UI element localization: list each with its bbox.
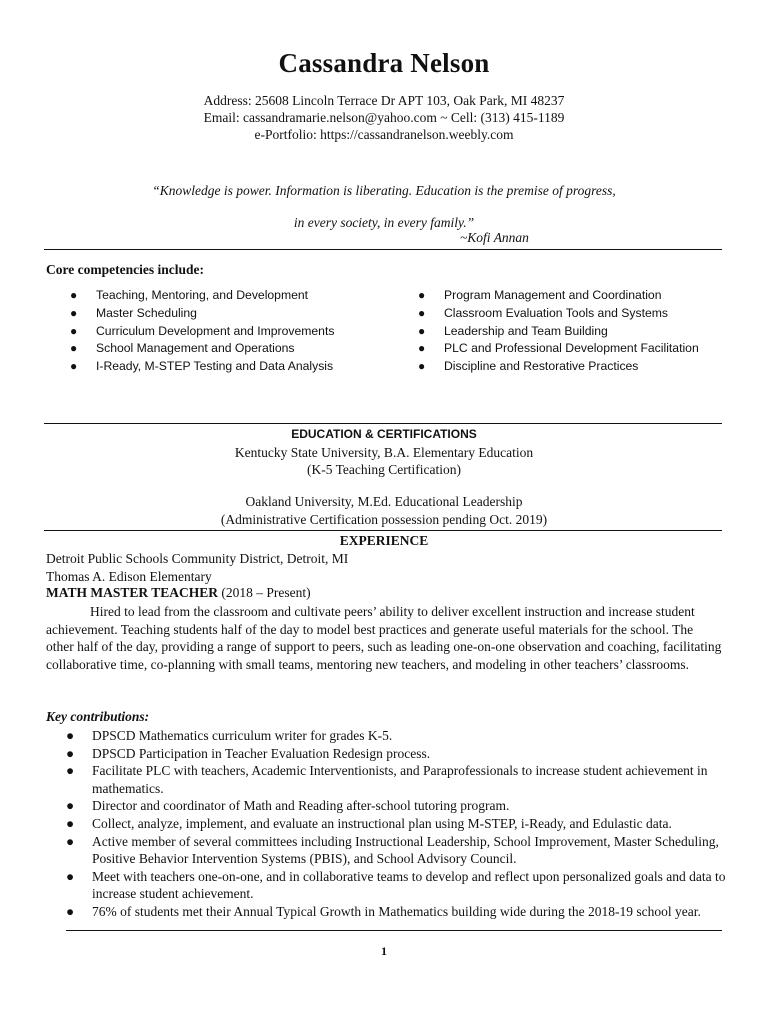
bullet-icon: ●: [66, 745, 75, 761]
list-item: ● Meet with teachers one-on-one, and in collaborative teams to develop and reflect upon personalized goals and data to increase student achievement.: [66, 868, 726, 902]
key-contributions-title: Key contributions:: [46, 709, 150, 724]
job-dates: (2018 – Present): [221, 585, 311, 600]
list-item: ● Master Scheduling: [70, 305, 334, 323]
quote-block: [0, 175, 768, 239]
contact-block: [0, 92, 768, 143]
candidate-name: Cassandra Nelson: [278, 48, 490, 78]
bullet-icon: ●: [70, 323, 78, 338]
list-item: ● Facilitate PLC with teachers, Academic Interventionists, and Paraprofessionals to increase student achievement in mathematics.: [66, 763, 708, 796]
bullet-icon: ●: [66, 798, 75, 814]
list-item: ● Curriculum Development and Improvements: [70, 323, 334, 341]
divider-education: [44, 423, 722, 424]
quote-line-2: in every society, in every family.”: [293, 215, 475, 230]
bullet-icon: ●: [66, 833, 75, 849]
list-item: ● Discipline and Restorative Practices: [418, 358, 699, 376]
quote-line-1: “Knowledge is power. Information is liberating. Education is the premise of progress,: [152, 183, 616, 198]
list-item: ● Director and coordinator of Math and Reading after-school tutoring program.: [66, 798, 510, 814]
core-competencies-title: Core competencies include:: [46, 262, 204, 277]
job-description: Hired to lead from the classroom and cultivate peers’ ability to deliver excellent instruction and increase student achievement. Teaching students half of the day to model best practices and generate useful materials for the school. The other half of the day, providing a range of support to peers, such as leading one-on-one observation and coaching, facilitating collaborative time, co-planning with small teams, mentoring new teachers, and modeling in other teachers’ classrooms.: [46, 604, 722, 672]
education-cert-1: (K-5 Teaching Certification): [307, 462, 461, 477]
education-title: EDUCATION & CERTIFICATIONS: [291, 427, 477, 441]
portfolio-line: e-Portfolio: https://cassandranelson.weebly.com: [254, 127, 514, 142]
bullet-icon: ●: [70, 341, 78, 356]
list-item: ● Active member of several committees including Instructional Leadership, School Improvement, Master Scheduling, Positive Behavior Intervention Systems (PBIS), and School Advisory Council.: [66, 833, 719, 867]
list-item: ● School Management and Operations: [70, 340, 334, 358]
job-title: MATH MASTER TEACHER: [46, 585, 219, 600]
bullet-icon: ●: [66, 868, 75, 884]
address-line: Address: 25608 Lincoln Terrace Dr APT 103, Oak Park, MI 48237: [203, 93, 565, 108]
competencies-right-list: [418, 287, 699, 376]
list-item: ● Collect, analyze, implement, and evaluate an instructional plan using M-STEP, i-Ready, and Edulastic data.: [66, 815, 672, 831]
bullet-icon: ●: [66, 815, 75, 831]
bullet-icon: ●: [418, 305, 426, 320]
divider-header: [44, 249, 722, 250]
bullet-icon: ●: [70, 288, 78, 302]
competencies-left-list: [70, 287, 334, 376]
quote-author: ~Kofi Annan: [460, 230, 529, 245]
list-item: ● Classroom Evaluation Tools and Systems: [418, 305, 699, 323]
bullet-icon: ●: [66, 728, 75, 743]
bullet-icon: ●: [418, 323, 426, 338]
bullet-icon: ●: [66, 903, 75, 919]
email-cell-line: Email: cassandramarie.nelson@yahoo.com ~ Cell: (313) 415-1189: [203, 110, 565, 125]
education-degree-2: Oakland University, M.Ed. Educational Leadership: [245, 494, 523, 509]
employer-name: Detroit Public Schools Community District, Detroit, MI: [46, 551, 349, 566]
list-item: ● Teaching, Mentoring, and Development: [70, 287, 334, 305]
list-item: ● DPSCD Participation in Teacher Evaluation Redesign process.: [66, 745, 431, 761]
job-title-line: [46, 585, 311, 601]
experience-title: EXPERIENCE: [339, 533, 429, 548]
list-item: ● DPSCD Mathematics curriculum writer for grades K-5.: [66, 728, 393, 743]
list-item: ● PLC and Professional Development Facilitation: [418, 340, 699, 358]
bullet-icon: ●: [418, 359, 426, 374]
bullet-icon: ●: [70, 305, 78, 320]
education-cert-2: (Administrative Certification possession pending Oct. 2019): [220, 512, 548, 527]
page-number: 1: [381, 944, 387, 958]
bullet-icon: ●: [70, 359, 78, 374]
bullet-icon: ●: [66, 763, 75, 779]
school-name: Thomas A. Edison Elementary: [46, 569, 212, 584]
list-item: ● I-Ready, M-STEP Testing and Data Analysis: [70, 358, 334, 376]
bullet-icon: ●: [418, 341, 426, 356]
bullet-icon: ●: [418, 288, 426, 302]
list-item: ● 76% of students met their Annual Typical Growth in Mathematics building wide during the 2018-19 school year.: [66, 903, 701, 919]
list-item: ● Program Management and Coordination: [418, 287, 699, 305]
divider-experience: [44, 530, 722, 531]
list-item: ● Leadership and Team Building: [418, 323, 699, 341]
divider-footer: [66, 930, 722, 931]
education-degree-1: Kentucky State University, B.A. Elementary Education: [234, 445, 534, 460]
key-contributions-list: [66, 727, 726, 921]
